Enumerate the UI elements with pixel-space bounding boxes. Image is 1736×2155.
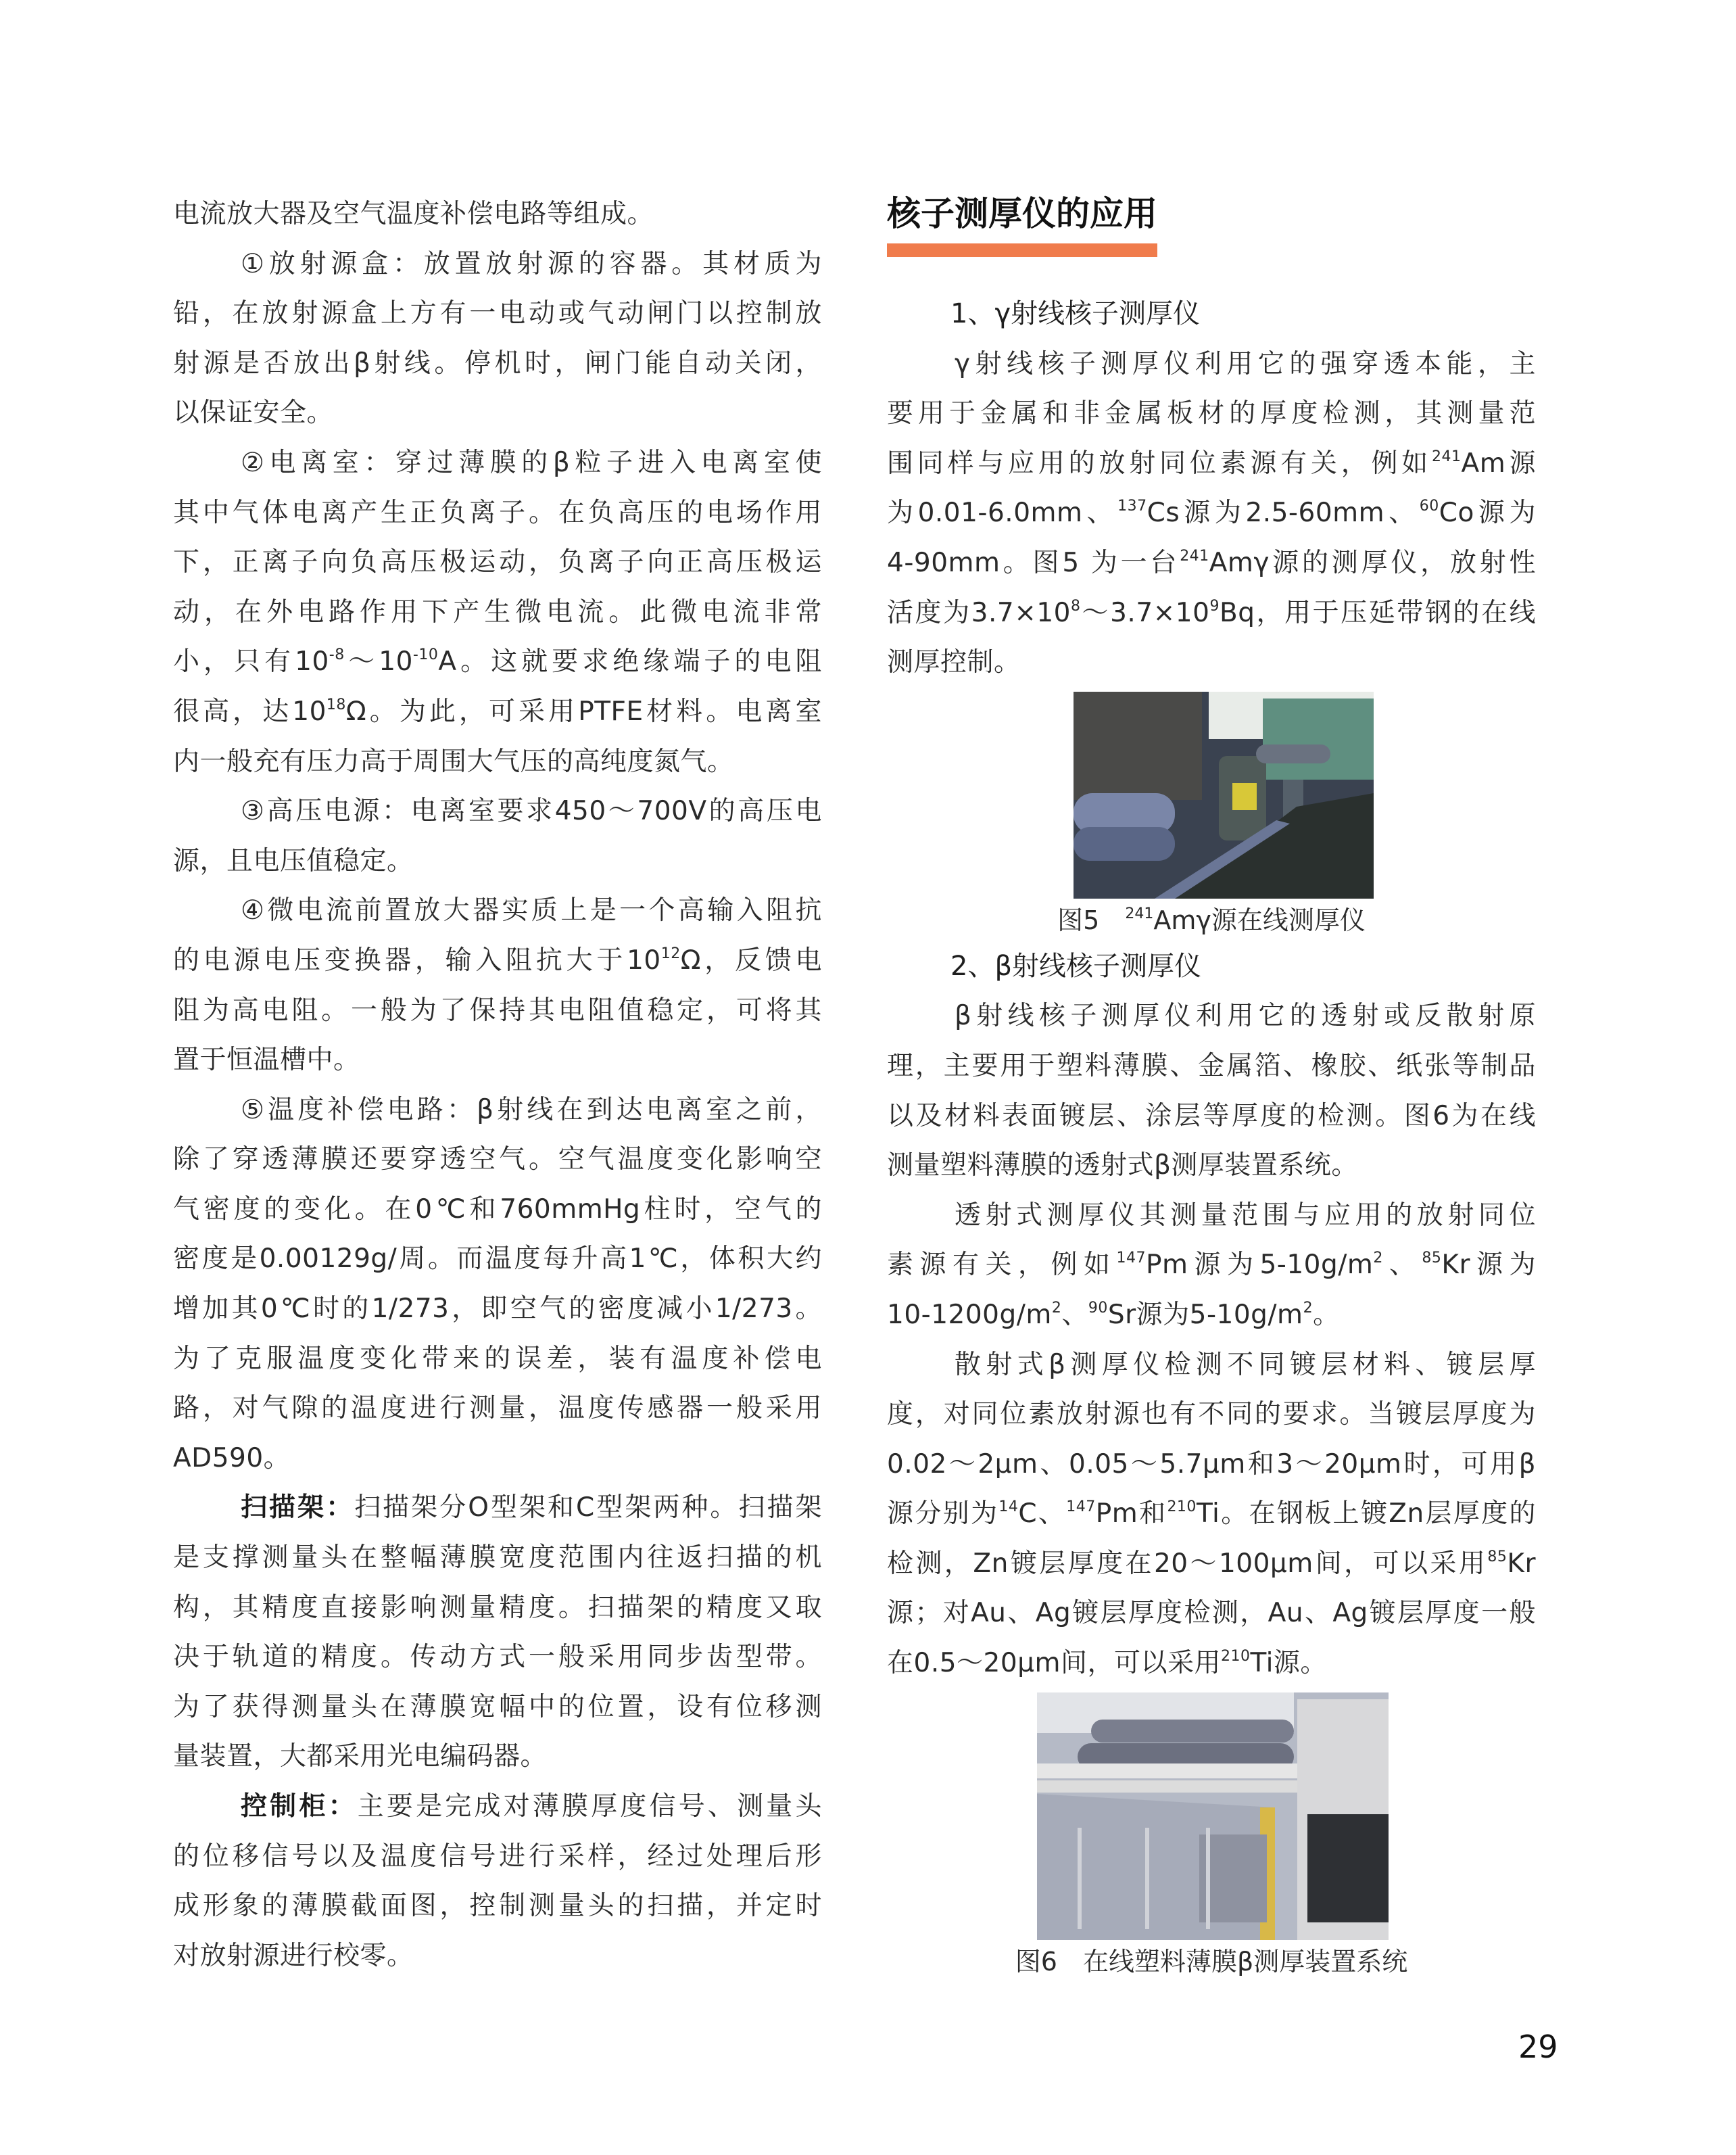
section-title: 核子测厚仪的应用 — [887, 194, 1157, 233]
superscript: 85 — [1487, 1548, 1508, 1565]
figure-5-label: 图5 — [1057, 905, 1126, 935]
left-paragraph-line — [173, 289, 822, 339]
superscript: 210 — [1220, 1648, 1251, 1665]
text-run: AD590。 — [173, 1442, 291, 1473]
beta-paragraph-line — [887, 1340, 1536, 1390]
text-run: 量装置，大都采用光电编码器。 — [173, 1741, 548, 1772]
text-run: 活度为3.7×10 — [887, 597, 1071, 628]
superscript: 210 — [1167, 1498, 1197, 1516]
gamma-paragraph — [887, 339, 1536, 688]
gamma-paragraph-line — [887, 538, 1536, 588]
left-paragraph-line — [173, 1732, 822, 1782]
left-paragraph-line — [173, 737, 822, 787]
beta-paragraph-line — [887, 1638, 1536, 1688]
text-run: ～10 — [344, 646, 413, 678]
text-run: Pm和 — [1095, 1498, 1167, 1530]
left-paragraph-line — [173, 1881, 822, 1931]
text-run: 是支撑测量头在整幅薄膜宽度范围内往返扫描的机 — [173, 1542, 822, 1573]
figure-6-photo — [1037, 1692, 1389, 1940]
superscript: 2 — [1051, 1299, 1062, 1317]
text-run: ①放射源盒：放置放射源的容器。其材质为 — [241, 248, 822, 279]
superscript: 241 — [1180, 547, 1209, 565]
right-column — [887, 189, 1536, 1983]
gamma-paragraph-line — [887, 588, 1536, 638]
text-run: 铅，在放射源盒上方有一电动或气动闸门以控制放 — [173, 298, 822, 329]
text-run: 、 — [1382, 1250, 1422, 1281]
text-run: C、 — [1018, 1498, 1067, 1530]
superscript: 60 — [1419, 498, 1439, 515]
left-paragraph-line — [173, 1185, 822, 1235]
text-run: ②电离室：穿过薄膜的β粒子进入电离室使 — [241, 447, 822, 478]
text-run: Bq，用于压延带钢的在线 — [1219, 597, 1537, 628]
beta-paragraph-line — [887, 1588, 1536, 1638]
beta-paragraph-line — [887, 1290, 1536, 1340]
left-paragraph-line — [173, 936, 822, 986]
text-run: 素源有关，例如 — [887, 1250, 1117, 1281]
left-paragraph-line — [173, 588, 822, 638]
text-run: 对放射源进行校零。 — [173, 1940, 414, 1971]
text-run: 围同样与应用的放射同位素源有关，例如 — [887, 448, 1432, 479]
text-run: 阻为高电阻。一般为了保持其电阻值稳定，可将其 — [173, 995, 822, 1026]
gamma-paragraph-line — [887, 488, 1536, 538]
text-run: 内一般充有压力高于周围大气压的高纯度氮气。 — [173, 746, 734, 777]
left-paragraph-line — [173, 886, 822, 936]
text-run: β射线核子测厚仪利用它的透射或反散射原 — [955, 1001, 1536, 1032]
text-run: 很高，达10 — [173, 696, 327, 727]
text-run: 理，主要用于塑料薄膜、金属箔、橡胶、纸张等制品 — [887, 1050, 1536, 1081]
figure-5-caption — [887, 899, 1536, 942]
superscript: 147 — [1116, 1250, 1146, 1267]
left-paragraph-line — [173, 836, 822, 886]
text-run: 以及材料表面镀层、涂层等厚度的检测。图6为在线 — [887, 1100, 1536, 1131]
superscript: 147 — [1066, 1498, 1096, 1516]
subsection-gamma-heading: 1、γ射线核子测厚仪 — [950, 298, 1201, 329]
text-run: 透射式测厚仪其测量范围与应用的放射同位 — [955, 1200, 1536, 1231]
text-run: 检测，Zn镀层厚度在20～100μm间，可以采用 — [887, 1548, 1488, 1579]
superscript: 9 — [1209, 597, 1220, 615]
figure-5-photo — [1074, 692, 1374, 899]
text-run: 决于轨道的精度。传动方式一般采用同步齿型带。 — [173, 1642, 822, 1673]
superscript: -10 — [412, 646, 439, 664]
text-run: 密度是0.00129g/周。而温度每升高1℃，体积大约 — [173, 1244, 822, 1275]
text-run: Ti。在钢板上镀Zn层厚度的 — [1196, 1498, 1536, 1530]
left-paragraph-line — [173, 1434, 822, 1484]
text-run: 要用于金属和非金属板材的厚度检测，其测量范 — [887, 398, 1536, 429]
text-run: Sr源为5-10g/m — [1107, 1299, 1303, 1330]
superscript: -8 — [329, 646, 345, 664]
text-run: 气密度的变化。在0℃和760mmHg柱时，空气的 — [173, 1193, 822, 1225]
text-run: 下，正离子向负高压极运动，负离子向正高压极运 — [173, 547, 822, 578]
gamma-paragraph-line — [887, 339, 1536, 389]
left-paragraph-line — [173, 438, 822, 488]
text-run: Kr — [1507, 1548, 1536, 1579]
left-paragraph-line — [173, 786, 822, 836]
left-paragraph-line — [173, 1035, 822, 1085]
text-run: 、 — [1061, 1299, 1088, 1330]
beta-paragraph-line — [887, 991, 1536, 1041]
left-paragraph-line — [173, 538, 822, 588]
text-run: Amγ源的测厚仪，放射性 — [1209, 547, 1536, 578]
text-run: 路，对气隙的温度进行测量，温度传感器一般采用 — [173, 1393, 822, 1424]
left-column — [173, 189, 822, 1981]
gamma-paragraph-line — [887, 638, 1536, 688]
left-paragraph-line — [173, 1383, 822, 1434]
figure-6-caption: 图6 在线塑料薄膜β测厚装置系统 — [1015, 1946, 1408, 1976]
text-run: 电流放大器及空气温度补偿电路等组成。 — [173, 199, 654, 229]
text-run: Cs源为2.5-60mm、 — [1147, 498, 1420, 529]
text-run: 小，只有10 — [173, 646, 329, 678]
text-run: 测量塑料薄膜的透射式β测厚装置系统。 — [887, 1150, 1358, 1181]
left-paragraph-line — [173, 1483, 822, 1533]
text-run: 的电源电压变换器，输入阻抗大于10 — [173, 945, 661, 976]
left-paragraph-line — [173, 1085, 822, 1135]
beta-paragraph-line — [887, 1539, 1536, 1589]
text-run: 其中气体电离产生正负离子。在负高压的电场作用 — [173, 497, 822, 528]
left-paragraph-line — [173, 1583, 822, 1633]
left-paragraph-line — [173, 1135, 822, 1185]
text-run: 4-90mm。图5 为一台 — [887, 547, 1180, 578]
beta-paragraph-line — [887, 1440, 1536, 1490]
isotope-mass-number: 241 — [1125, 905, 1154, 922]
left-paragraph-line — [173, 1931, 822, 1981]
left-paragraph-line — [173, 239, 822, 289]
beta-paragraph-line — [887, 1489, 1536, 1539]
left-paragraph-line — [173, 687, 822, 737]
text-run: 0.02～2μm、0.05～5.7μm和3～20μm时，可用β — [887, 1448, 1536, 1479]
text-run: 在0.5～20μm间，可以采用 — [887, 1648, 1221, 1679]
page-number: 29 — [1518, 2029, 1558, 2065]
text-run: 。 — [1313, 1299, 1340, 1330]
text-run: A。这就要求绝缘端子的电阻 — [438, 646, 822, 678]
figure-5-caption-text: Amγ源在线测厚仪 — [1153, 905, 1366, 935]
text-run: 置于恒温槽中。 — [173, 1045, 360, 1076]
text-run: Co源为 — [1439, 498, 1537, 529]
text-run: 增加其0℃时的1/273，即空气的密度减小1/273。 — [173, 1294, 822, 1325]
left-paragraph-line — [173, 1533, 822, 1583]
beta-paragraph-line — [887, 1091, 1536, 1141]
left-paragraph-line — [173, 1284, 822, 1334]
text-run: 以保证安全。 — [173, 398, 334, 429]
text-run: 源，且电压值稳定。 — [173, 845, 414, 876]
text-run: 测厚控制。 — [887, 647, 1021, 678]
text-run: 为了克服温度变化带来的误差，装有温度补偿电 — [173, 1343, 822, 1374]
text-run: ⑤温度补偿电路：β射线在到达电离室之前， — [241, 1094, 822, 1125]
left-paragraph-line — [173, 1682, 822, 1732]
left-paragraph-line — [173, 189, 822, 239]
figure-5 — [887, 692, 1536, 942]
beta-paragraph-line — [887, 1240, 1536, 1290]
text-run: 成形象的薄膜截面图，控制测量头的扫描，并定时 — [173, 1891, 822, 1922]
text-run: Pm源为5-10g/m — [1145, 1250, 1374, 1281]
left-paragraph-line — [173, 388, 822, 438]
text-run: ③高压电源：电离室要求450～700V的高压电 — [241, 796, 822, 827]
text-run: 度，对同位素放射源也有不同的要求。当镀层厚度为 — [887, 1399, 1536, 1430]
left-paragraph-line — [173, 1234, 822, 1284]
superscript: 241 — [1432, 448, 1462, 465]
section-title-underline — [887, 243, 1157, 257]
beta-paragraph — [887, 991, 1536, 1688]
superscript: 12 — [660, 945, 681, 962]
left-paragraph-line — [173, 488, 822, 538]
film-production-line-illustration — [1037, 1692, 1389, 1940]
beta-paragraph-line — [887, 1191, 1536, 1241]
text-run: 为0.01-6.0mm、 — [887, 498, 1118, 529]
text-run: 射源是否放出β射线。停机时，闸门能自动关闭， — [173, 348, 822, 379]
subsection-beta-heading: 2、β射线核子测厚仪 — [950, 950, 1201, 982]
left-paragraph-line — [173, 1782, 822, 1832]
text-run: ～3.7×10 — [1080, 597, 1210, 628]
superscript: 14 — [998, 1498, 1019, 1516]
superscript: 85 — [1422, 1250, 1442, 1267]
text-run: Ω。为此，可采用PTFE材料。电离室 — [345, 696, 822, 727]
text-run: 为了获得测量头在薄膜宽幅中的位置，设有位移测 — [173, 1691, 822, 1722]
superscript: 2 — [1303, 1299, 1313, 1317]
left-paragraph-line — [173, 986, 822, 1036]
bold-lead-term: 控制柜： — [241, 1791, 358, 1822]
text-run: 的位移信号以及温度信号进行采样，经过处理后形 — [173, 1841, 822, 1872]
left-paragraph-line — [173, 1632, 822, 1682]
superscript: 18 — [326, 696, 346, 713]
superscript: 137 — [1117, 498, 1147, 515]
text-run: Kr源为 — [1441, 1250, 1536, 1281]
gamma-paragraph-line — [887, 389, 1536, 439]
left-paragraph-line — [173, 339, 822, 389]
text-run: γ射线核子测厚仪利用它的强穿透本能，主 — [955, 348, 1536, 379]
beta-paragraph-line — [887, 1390, 1536, 1440]
text-run: 除了穿透薄膜还要穿透空气。空气温度变化影响空 — [173, 1144, 822, 1175]
text-run: 主要是完成对薄膜厚度信号、测量头 — [357, 1791, 822, 1822]
figure-6 — [887, 1692, 1536, 1983]
text-run: 散射式β测厚仪检测不同镀层材料、镀层厚 — [955, 1349, 1536, 1380]
superscript: 2 — [1373, 1250, 1383, 1267]
text-run: 动，在外电路作用下产生微电流。此微电流非常 — [173, 596, 822, 627]
text-run: ④微电流前置放大器实质上是一个高输入阻抗 — [241, 895, 822, 926]
superscript: 8 — [1071, 597, 1081, 615]
beta-paragraph-line — [887, 1141, 1536, 1191]
bold-lead-term: 扫描架： — [241, 1492, 355, 1523]
text-run: 扫描架分O型架和C型架两种。扫描架 — [354, 1492, 822, 1523]
thickness-gauge-illustration — [1074, 692, 1374, 899]
text-run: 10-1200g/m — [887, 1299, 1052, 1330]
text-run: 构，其精度直接影响测量精度。扫描架的精度又取 — [173, 1592, 822, 1623]
left-paragraph-line — [173, 1832, 822, 1882]
gamma-paragraph-line — [887, 439, 1536, 489]
text-run: 源；对Au、Ag镀层厚度检测，Au、Ag镀层厚度一般 — [887, 1598, 1536, 1629]
text-run: 源分别为 — [887, 1498, 999, 1530]
superscript: 90 — [1088, 1299, 1108, 1317]
text-run: Ti源。 — [1250, 1648, 1327, 1679]
beta-paragraph-line — [887, 1041, 1536, 1091]
left-paragraph-line — [173, 637, 822, 687]
text-run: Am源 — [1461, 448, 1536, 479]
left-paragraph-line — [173, 1334, 822, 1384]
text-run: Ω，反馈电 — [680, 945, 822, 976]
